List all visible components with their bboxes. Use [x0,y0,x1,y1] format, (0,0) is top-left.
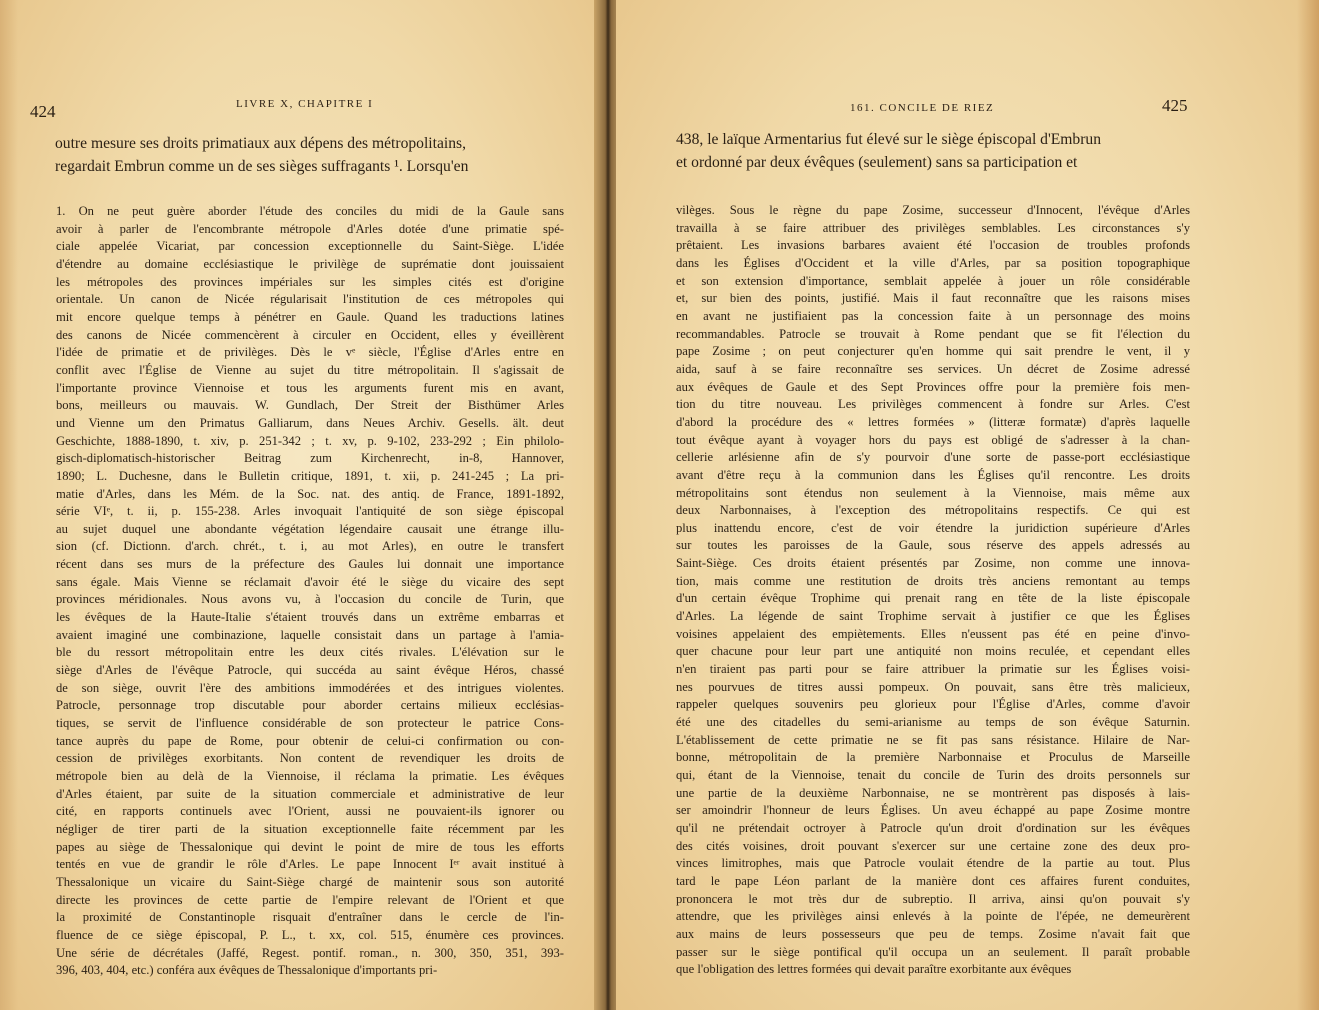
footnote-line: les métropoles des provinces impériales sur les simples cités est d'origine [56,274,564,289]
left-running-head: LIVRE X, CHAPITRE I [236,98,374,110]
footnote-line: qu'il ne prétendait octroyer à Patrocle qu'un droit d'ordination sur les évêques [676,820,1190,835]
footnote-line: tard le pape Léon parlant de la manière dont ces affaires furent conduites, [676,873,1190,888]
footnote-line: été une des citadelles du semi-arianisme au temps de son évêque Saturnin. [676,715,1190,730]
right-main-line: et ordonné par deux évêques (seulement) sans sa participation et [676,154,1078,171]
footnote-line: papes au siège de Thessalonique qui devint le point de mire de tous les efforts [56,839,564,854]
footnote-line: des canons de Nicée commencèrent à circuler en Occident, elles y éveillèrent [56,327,564,342]
right-running-head: 161. CONCILE DE RIEZ [850,102,995,114]
footnote-line: pape Zosime ; on peut conjecturer qu'en homme qui sait prendre le vent, il y [676,344,1190,359]
footnote-line: travailla à se faire attribuer des privilèges semblables. Les circonstances s'y [676,220,1190,235]
footnote-line: Saint-Siège. Ces droits étaient présentés par Zosime, non comme une innova- [676,556,1190,571]
footnote-line: avaient imaginé une combinazione, laquelle consistait dans un partage à l'amia- [56,627,564,642]
footnote-line: tiques, se servit de l'influence considérable de son protecteur le patrice Cons- [56,716,564,731]
footnote-line: cession de privilèges exorbitants. Non content de revendiquer les droits de [56,751,564,766]
footnote-line: d'un certain évêque Trophime qui prenait rang en tête de la liste épiscopale [676,591,1190,606]
footnote-line: négliger de tirer parti de la situation exceptionnelle faite récemment par les [56,821,564,836]
footnote-line: bons, meilleurs ou mauvais. W. Gundlach, Der Streit der Bisthümer Arles [56,398,564,413]
right-page [616,0,1319,1010]
footnote-line: de son siège, ouvrit l'ère des ambitions immodérées et des intrigues violentes. [56,680,564,695]
left-page-number: 424 [30,102,56,121]
right-main-line: 438, le laïque Armentarius fut élevé sur le siège épiscopal d'Embrun [676,131,1102,148]
footnote-line: n'en tiraient pas parti pour se faire attribuer la primatie sur les Églises voisi- [676,662,1190,677]
footnote-line: vinces limitrophes, mais que Patrocle voulait étendre de la partie au tout. Plus [676,856,1190,871]
footnote-line: ser amoindrir l'honneur de leurs Églises. Un aveu échappé au pape Zosime montre [676,803,1190,818]
footnote-line: aida, sauf à se faire reconnaître ses services. Un décret de Zosime adressé [676,361,1190,376]
footnote-line: L'établissement de cette primatie ne se fit pas sans résistance. Hilaire de Nar- [676,732,1190,747]
footnote-line: que l'obligation des lettres formées qui devait paraître exorbitante aux évêques [676,962,1072,977]
footnote-line: en avant ne justifiaient pas la concession faite à un personnage des moins [676,308,1190,323]
footnote-line: au sujet duquel une abondante végétation légendaire causait une étrange illu- [56,521,564,536]
footnote-line: 1890; L. Duchesne, dans le Bulletin critique, 1891, t. xii, p. 241-245 ; La pri- [56,468,564,483]
left-footnote [56,203,564,980]
footnote-line: sur toutes les paroisses de la Gaule, sous réserve des appels adressés au [676,538,1190,553]
footnote-line: plus inattendu encore, c'est de voir étendre la juridiction supérieure d'Arles [676,520,1190,535]
footnote-line: Patrocle, personnage trop discutable pour aborder certains milieux ecclésias- [56,698,564,713]
right-footnote [676,202,1190,979]
footnote-line: passer sur le siège pontifical qu'il occupa un an seulement. Il paraît probable [676,944,1190,959]
footnote-line: et son extension d'importance, semblait appelée à jouer un rôle considérable [676,273,1190,288]
footnote-line: tentés en vue de grandir le rôle d'Arles. Le pape Innocent Iᵉʳ avait institué à [56,857,564,872]
footnote-line: métropole bien au delà de la Viennoise, il réclama la primatie. Les évêques [56,769,564,783]
footnote-line: aux évêques de Gaule et des Sept Provinces offre pour la première fois men- [676,379,1190,394]
footnote-line: recommandables. Patrocle se trouvait à Rome pendant que se fit l'élection du [676,326,1190,341]
footnote-line: cité, en rapports continuels avec l'Orient, aussi ne pouvaient-ils ignorer ou [56,804,564,819]
footnote-line: provinces méridionales. Nous avons vu, à l'occasion du concile de Turin, que [56,592,564,607]
footnote-line: la proximité de Constantinople risquait d'entraîner dans le cercle de l'in- [56,910,564,925]
footnote-line: sion (cf. Dictionn. d'arch. chrét., t. i, au mot Arles), en outre le transfert [56,539,564,554]
footnote-line: voisines appelaient des empiètements. Elles n'eussent pas été en peine d'invo- [676,626,1190,641]
left-main-line: regardait Embrun comme un de ses sièges suffragants ¹. Lorsqu'en [55,158,469,175]
footnote-line: cellerie arlésienne afin de s'y pourvoir d'une sorte de passe-port ecclésiastique [676,450,1190,465]
footnote-line: récent dans ses murs de la préfecture des Gaules lui donnait une importance [56,557,564,572]
footnote-line: bonne, métropolitain de la première Narbonnaise et Proculus de Marseille [676,750,1190,765]
footnote-line: mit encore quelque temps à pénétrer en Gaule. Quand les traductions latines [56,309,564,324]
footnote-line: conflit avec l'Église de Vienne au sujet du titre métropolitain. Il s'agissait de [56,362,564,377]
footnote-line: tout évêque ayant à voyager hors du pays est obligé de s'adresser à la chan- [676,432,1190,447]
footnote-line: deux Narbonnaises, à l'exception des métropolitains respectifs. Ce qui est [676,503,1190,518]
footnote-line: aux mains de leurs possesseurs que peu de temps. Zosime n'avait fait que [676,926,1190,941]
left-main-line: outre mesure ses droits primatiaux aux dépens des métropolitains, [55,135,466,152]
footnote-line: 396, 403, 404, etc.) conféra aux évêques de Thessalonique d'importants pri- [56,963,438,978]
footnote-line: prononcera le mot très dur de subreptio. Il arriva, ainsi qu'on pouvait s'y [676,891,1190,906]
footnote-line: métropolitains sont étendus non seulement à la Viennoise, mais même aux [676,485,1190,500]
footnote-line: und Vienne um den Primatus Galliarum, dans Neues Archiv. Gesells. ält. deut [56,415,564,430]
footnote-line: ciale appelée Vicariat, par concession exceptionnelle du Saint-Siège. L'idée [56,239,564,254]
footnote-line: attendre, que les privilèges ainsi enlevés à la pointe de l'épée, ne demeurèrent [676,909,1190,924]
footnote-line: quer chacune pour leur part une antiquité non moins reculée, et cependant elles [676,644,1190,659]
footnote-line: avoir à parler de l'encombrante métropole d'Arles dotée d'une primatie spé- [56,221,564,236]
footnote-line: l'idée de primatie et de privilèges. Dès le vᵉ siècle, l'Église d'Arles entre en [56,345,564,360]
footnote-line: siège d'Arles de l'évêque Patrocle, qui succéda au saint évêque Héros, chassé [56,663,564,678]
footnote-line: d'Arles étaient, par suite de la situation commerciale et administrative de leur [56,786,564,801]
footnote-line: ble du ressort métropolitain entre les deux cités rivales. L'élévation sur le [56,645,564,660]
footnote-line: avant d'être reçu à la communion dans les Églises qu'il rencontre. Les droits [676,467,1190,482]
footnote-line: 1. On ne peut guère aborder l'étude des conciles du midi de la Gaule sans [56,204,564,218]
footnote-line: d'abord la procédure des « lettres formées » (litteræ formatæ) d'après laquelle [676,414,1190,429]
right-main-text [676,128,1101,174]
left-main-text [55,132,468,178]
left-page [0,0,600,1010]
right-page-number: 425 [1162,96,1188,115]
footnote-line: des cités voisines, droit pouvant s'exercer sur une certaine zone des deux pro- [676,838,1190,853]
left-page-edge-shadow [0,0,18,1010]
footnote-line: matie d'Arles, dans les Mém. de la Soc. nat. des antiq. de France, 1891-1892, [56,486,564,501]
footnote-line: Thessalonique un vicaire du Saint-Siège chargé de maintenir sous son autorité [56,874,564,889]
footnote-line: l'importante province Viennoise et tous les arguments furent mis en avant, [56,380,564,395]
footnote-line: tion, mais comme une restitution de droits très anciens remontant au temps [676,573,1190,588]
footnote-line: et, sur bien des points, justifié. Mais il faut reconnaître que les raisons mises [676,291,1190,306]
footnote-line: les évêques de la Haute-Italie s'étaient trouvés dans un extrême embarras et [56,610,564,625]
footnote-line: fluence de ce siège épiscopal, P. L., t. xx, col. 515, énumère ces provinces. [56,927,564,942]
footnote-line: d'Arles. La légende de saint Trophime servait à justifier ce que les Églises [676,609,1190,624]
footnote-line: vilèges. Sous le règne du pape Zosime, successeur d'Innocent, l'évêque d'Arles [676,203,1190,217]
footnote-line: directe les provinces de cette partie de l'empire relevant de l'Orient et que [56,892,564,907]
footnote-line: Une série de décrétales (Jaffé, Regest. pontif. roman., n. 300, 350, 351, 393- [56,945,564,960]
footnote-line: sans égale. Mais Vienne se réclamait d'avoir été le siège du vicaire des sept [56,574,564,589]
footnote-line: nes pourvues de titres aussi pompeux. On pouvait, sans être très malicieux, [676,679,1190,694]
footnote-line: Geschichte, 1888-1890, t. xiv, p. 251-342 ; t. xv, p. 9-102, 233-292 ; Ein philolo- [56,433,564,448]
footnote-line: orientale. Un canon de Nicée régularisait l'institution de ces métropoles qui [56,292,564,307]
footnote-line: gisch-diplomatisch-historischer Beitrag zum Kirchenrecht, in-8, Hannover, [56,451,564,466]
footnote-line: dans les Églises d'Occident et la ville d'Arles, par sa position topographique [676,255,1190,270]
footnote-line: série VIᵉ, t. ii, p. 155-238. Arles invoquait l'antiquité de son siège épiscopal [56,504,564,519]
footnote-line: qui, étant de la Viennoise, tenait du concile de Turin des droits personnels sur [676,768,1190,782]
footnote-line: une partie de la deuxième Narbonnaise, ne se montrèrent pas disposés à lais- [676,785,1190,800]
footnote-line: tance auprès du pape de Rome, pour obtenir de celui-ci confirmation ou con- [56,733,564,748]
footnote-line: prêtaient. Les invasions barbares avaient été l'occasion de troubles profonds [676,238,1190,253]
footnote-line: d'étendre au domaine ecclésiastique le privilège de suprématie dont jouissaient [56,256,564,271]
footnote-line: tion du titre nouveau. Les privilèges commencent à fondre sur Arles. C'est [676,397,1190,412]
footnote-line: rappeler quelques souvenirs peu glorieux pour l'Église d'Arles, comme d'avoir [676,697,1190,712]
right-page-edge-shadow [1297,0,1319,1010]
